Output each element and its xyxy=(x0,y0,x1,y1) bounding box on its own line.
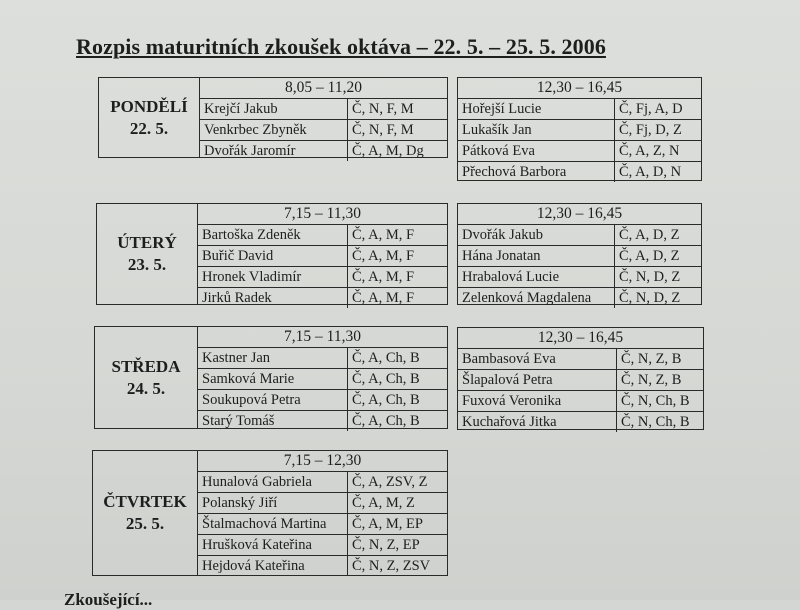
afternoon-slot-monday xyxy=(457,77,702,181)
day-date: 24. 5. xyxy=(126,378,166,398)
student-subjects: Č, Fj, D, Z xyxy=(619,122,682,138)
student-name: Starý Tomáš xyxy=(198,411,348,431)
student-subjects: Č, A, M, Z xyxy=(352,495,415,511)
student-subjects: Č, A, Ch, B xyxy=(352,371,420,387)
table-row xyxy=(198,369,447,390)
slot-time: 7,15 – 12,30 xyxy=(198,451,447,472)
day-name: STŘEDA xyxy=(111,356,181,376)
day-date: 22. 5. xyxy=(129,118,169,138)
day-block-tuesday xyxy=(96,203,448,305)
student-name: Soukupová Petra xyxy=(198,390,348,410)
student-name: Jirků Radek xyxy=(198,288,348,308)
footer-partial-text: Zkoušející... xyxy=(64,590,153,609)
student-subjects: Č, A, Ch, B xyxy=(352,413,420,429)
table-row xyxy=(200,99,447,120)
table-row xyxy=(458,267,701,288)
table-row xyxy=(458,162,701,182)
student-name: Buřič David xyxy=(198,246,348,266)
student-name: Samková Marie xyxy=(198,369,348,389)
morning-slot xyxy=(198,327,447,431)
day-name: ČTVRTEK xyxy=(103,492,187,511)
student-subjects: Č, N, F, M xyxy=(352,122,414,138)
slot-time: 7,15 – 11,30 xyxy=(198,204,447,225)
student-subjects: Č, A, M, F xyxy=(352,248,415,264)
student-subjects: Č, N, Z, EP xyxy=(352,537,420,553)
student-name: Dvořák Jaromír xyxy=(200,141,348,161)
day-block-thursday xyxy=(92,450,448,576)
student-name: Lukašík Jan xyxy=(458,120,615,140)
day-date: 23. 5. xyxy=(127,255,167,274)
student-name: Přechová Barbora xyxy=(458,162,615,182)
student-subjects: Č, A, ZSV, Z xyxy=(352,474,428,490)
table-row xyxy=(458,99,701,120)
afternoon-slot-tuesday xyxy=(457,203,702,305)
table-row xyxy=(198,411,447,431)
table-row xyxy=(198,246,447,267)
table-row xyxy=(458,141,701,162)
slot-time: 12,30 – 16,45 xyxy=(458,204,701,225)
student-name: Hrabalová Lucie xyxy=(458,267,615,287)
day-label xyxy=(93,451,198,575)
student-name: Hunalová Gabriela xyxy=(198,472,348,492)
slot-time: 7,15 – 11,30 xyxy=(198,327,447,348)
table-row xyxy=(458,412,703,432)
table-row xyxy=(458,349,703,370)
student-subjects: Č, N, F, M xyxy=(352,101,414,117)
student-subjects: Č, A, M, Dg xyxy=(352,143,424,159)
table-row xyxy=(198,493,447,514)
student-subjects: Č, N, Ch, B xyxy=(621,414,690,430)
student-name: Krejčí Jakub xyxy=(200,99,348,119)
student-name: Kuchařová Jitka xyxy=(458,412,617,432)
table-row xyxy=(198,225,447,246)
student-name: Hrušková Kateřina xyxy=(198,535,348,555)
table-row xyxy=(458,370,703,391)
student-name: Fuxová Veronika xyxy=(458,391,617,411)
student-subjects: Č, N, Z, B xyxy=(621,372,682,388)
day-date: 25. 5. xyxy=(125,514,165,533)
morning-slot xyxy=(198,451,447,576)
table-row xyxy=(458,225,701,246)
day-name: ÚTERÝ xyxy=(117,233,177,252)
day-block-monday xyxy=(98,77,448,158)
student-subjects: Č, N, D, Z xyxy=(619,269,681,285)
student-name: Venkrbec Zbyněk xyxy=(200,120,348,140)
student-subjects: Č, N, D, Z xyxy=(619,290,681,306)
day-label xyxy=(95,327,198,428)
afternoon-slot-wednesday xyxy=(457,327,704,430)
student-name: Hána Jonatan xyxy=(458,246,615,266)
student-name: Dvořák Jakub xyxy=(458,225,615,245)
morning-slot xyxy=(200,78,447,161)
day-label xyxy=(99,78,200,157)
student-name: Zelenková Magdalena xyxy=(458,288,615,308)
student-subjects: Č, A, M, F xyxy=(352,227,415,243)
table-row xyxy=(198,472,447,493)
student-subjects: Č, A, M, EP xyxy=(352,516,423,532)
student-name: Hořejší Lucie xyxy=(458,99,615,119)
table-row xyxy=(198,267,447,288)
student-subjects: Č, A, Z, N xyxy=(619,143,680,159)
student-name: Bartoška Zdeněk xyxy=(198,225,348,245)
slot-time: 12,30 – 16,45 xyxy=(458,328,703,349)
table-row xyxy=(198,556,447,576)
student-name: Hejdová Kateřina xyxy=(198,556,348,576)
day-name: PONDĚLÍ xyxy=(110,96,188,116)
student-name: Kastner Jan xyxy=(198,348,348,368)
morning-slot xyxy=(198,204,447,308)
table-row xyxy=(198,514,447,535)
student-subjects: Č, Fj, A, D xyxy=(619,101,683,117)
student-subjects: Č, A, M, F xyxy=(352,290,415,306)
student-subjects: Č, A, M, F xyxy=(352,269,415,285)
student-name: Pátková Eva xyxy=(458,141,615,161)
student-name: Bambasová Eva xyxy=(458,349,617,369)
page-title: Rozpis maturitních zkoušek oktáva – 22. 5. – 25. 5. 2006 xyxy=(76,34,606,59)
student-subjects: Č, N, Z, B xyxy=(621,351,682,367)
table-row xyxy=(458,246,701,267)
day-label xyxy=(97,204,198,304)
table-row xyxy=(198,348,447,369)
day-block-wednesday xyxy=(94,326,448,429)
student-name: Hronek Vladimír xyxy=(198,267,348,287)
student-subjects: Č, A, D, N xyxy=(619,164,682,180)
table-row xyxy=(458,120,701,141)
table-row xyxy=(198,535,447,556)
student-name: Štalmachová Martina xyxy=(198,514,348,534)
slot-time: 12,30 – 16,45 xyxy=(458,78,701,99)
student-subjects: Č, A, D, Z xyxy=(619,248,680,264)
student-name: Šlapalová Petra xyxy=(458,370,617,390)
student-subjects: Č, A, D, Z xyxy=(619,227,680,243)
table-row xyxy=(458,391,703,412)
student-subjects: Č, A, Ch, B xyxy=(352,350,420,366)
student-subjects: Č, N, Z, ZSV xyxy=(352,558,431,574)
student-subjects: Č, A, Ch, B xyxy=(352,392,420,408)
slot-time: 8,05 – 11,20 xyxy=(200,78,447,99)
table-row xyxy=(200,141,447,161)
student-subjects: Č, N, Ch, B xyxy=(621,393,690,409)
student-name: Polanský Jiří xyxy=(198,493,348,513)
table-row xyxy=(458,288,701,308)
table-row xyxy=(198,288,447,308)
table-row xyxy=(200,120,447,141)
table-row xyxy=(198,390,447,411)
